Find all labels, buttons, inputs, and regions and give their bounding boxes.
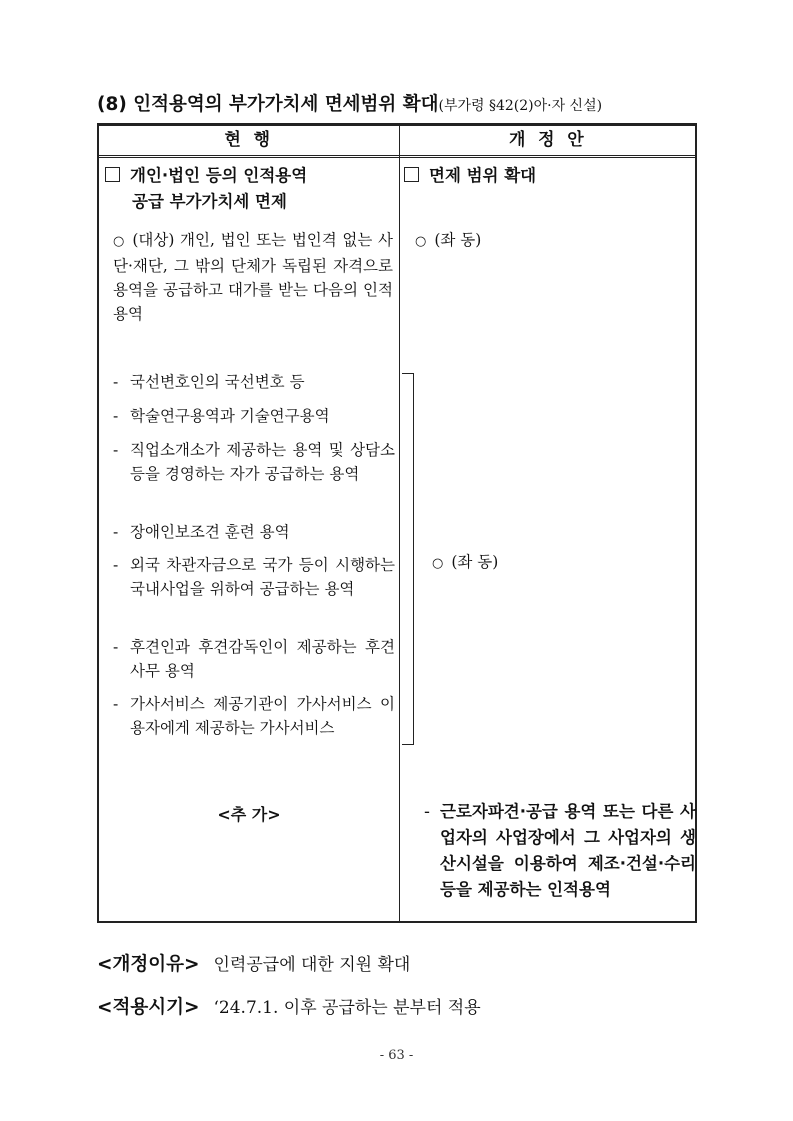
page-number: - 63 -	[379, 1048, 414, 1063]
list-item-text: 국선변호인의 국선변호 등	[130, 373, 305, 391]
header-divider	[99, 155, 695, 158]
circle-bullet-icon: ○	[415, 234, 427, 249]
section-title-main: (8) 인적용역의 부가가치세 면세범위 확대	[97, 94, 439, 115]
effective-date	[97, 993, 481, 1019]
dash-bullet: -	[424, 802, 430, 821]
section-title-reference: (부가령 §42(2)아·자 신설)	[438, 98, 603, 114]
same-as-left-text: (좌 동)	[451, 553, 499, 571]
list-item	[113, 438, 395, 486]
dash-bullet: -	[113, 407, 119, 425]
header-current: 현 행	[224, 130, 274, 150]
dash-bullet: -	[113, 523, 119, 541]
list-item	[113, 692, 395, 740]
current-heading-line2: 공급 부가가치세 면제	[132, 192, 287, 211]
dash-bullet: -	[113, 695, 119, 713]
circle-bullet-icon: ○	[113, 234, 125, 249]
new-item-text: 근로자파견·공급 용역 또는 다른 사업자의 사업장에서 그 사업자의 생산시설을 이용하여 제조·건설·수리 등을 제공하는 인적용역	[440, 802, 696, 899]
dash-bullet: -	[113, 441, 119, 459]
effective-date-label: <적용시기>	[97, 997, 200, 1018]
revised-same-as-left-2	[432, 550, 682, 576]
current-subject	[113, 228, 393, 326]
column-divider	[399, 126, 400, 921]
list-item	[113, 635, 395, 683]
list-item	[113, 520, 395, 544]
list-item-text: 직업소개소가 제공하는 용역 및 상담소 등을 경영하는 자가 공급하는 용역	[130, 441, 395, 483]
list-item-text: 후견인과 후견감독인이 제공하는 후견사무 용역	[130, 638, 395, 680]
revised-same-as-left-1	[415, 228, 685, 254]
current-heading	[105, 163, 397, 215]
circle-bullet-icon: ○	[432, 556, 444, 571]
revised-heading	[404, 163, 694, 189]
addition-label: <추 가>	[217, 805, 281, 824]
revision-reason	[97, 950, 410, 976]
list-item-text: 외국 차관자금으로 국가 등이 시행하는 국내사업을 위하여 공급하는 용역	[130, 556, 395, 598]
new-item	[424, 799, 696, 903]
dash-bullet: -	[113, 556, 119, 574]
same-as-left-text: (좌 동)	[434, 231, 482, 249]
bracket-right	[402, 373, 414, 745]
comparison-table	[97, 123, 697, 923]
list-item-text: 장애인보조견 훈련 용역	[130, 523, 290, 541]
dash-bullet: -	[113, 638, 119, 656]
revision-reason-text: 인력공급에 대한 지원 확대	[213, 955, 411, 975]
dash-bullet: -	[113, 373, 119, 391]
square-bullet-icon	[404, 167, 419, 182]
effective-date-text: ‘24.7.1. 이후 공급하는 분부터 적용	[213, 998, 481, 1018]
list-item	[113, 370, 395, 394]
current-heading-line1: 개인·법인 등의 인적용역	[130, 166, 308, 185]
list-item-text: 학술연구용역과 기술연구용역	[130, 407, 330, 425]
square-bullet-icon	[105, 167, 120, 182]
revision-reason-label: <개정이유>	[97, 954, 200, 975]
header-revised: 개 정 안	[508, 130, 588, 150]
revised-heading-text: 면제 범위 확대	[429, 166, 537, 185]
section-title	[97, 90, 707, 116]
list-item	[113, 553, 395, 601]
list-item	[113, 404, 395, 428]
list-item-text: 가사서비스 제공기관이 가사서비스 이용자에게 제공하는 가사서비스	[130, 695, 395, 737]
current-subject-text: (대상) 개인, 법인 또는 법인격 없는 사단·재단, 그 밖의 단체가 독립된 자격으로 용역을 공급하고 대가를 받는 다음의 인적 용역	[113, 231, 393, 323]
